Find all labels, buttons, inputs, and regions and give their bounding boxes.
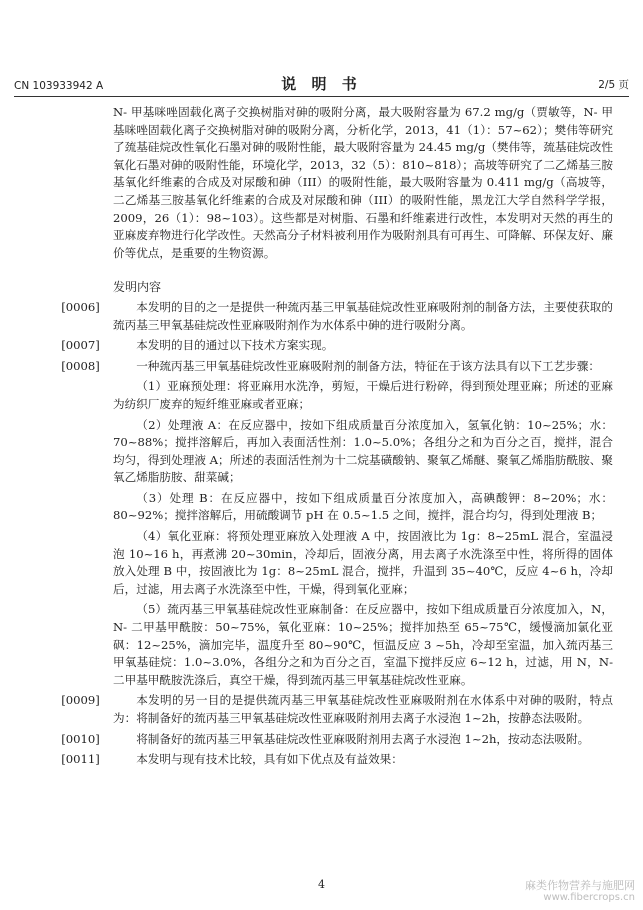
paragraph-number: [0006] xyxy=(61,299,100,314)
paragraph-text: 本发明的目的通过以下技术方案实现。 xyxy=(136,338,334,353)
paragraph-0009 xyxy=(61,692,613,727)
section-title: 发明内容 xyxy=(113,280,162,295)
paragraph-0010 xyxy=(61,731,613,749)
document-body xyxy=(61,104,613,769)
paragraph-0011 xyxy=(61,751,613,769)
paragraph-text: 一种巯丙基三甲氧基硅烷改性亚麻吸附剂的制备方法，特征在于该方法具有以下工艺步骤： xyxy=(136,358,600,373)
step-4: （4）氧化亚麻：将预处理亚麻放入处理液 A 中，按固液比为 1g：8~25mL 混合，室温浸泡 10~16 h，再煮沸 20~30min，冷却后，固液分离，用去离子水洗涤至中性，将所得的固体放入处理 B 中，按固液比为 1g：8~25mL 混合，搅拌，升温到 35~40℃，反应 4~6 h，冷却后，过滤，用去离子水洗涤至中性，干燥，得到氧化亚麻； xyxy=(113,529,613,596)
watermark-site-name: 麻类作物营养与施肥网 xyxy=(525,879,635,892)
document-title: 说 明 书 xyxy=(281,75,362,93)
patent-number: CN 103933942 A xyxy=(14,80,104,92)
paragraph-number: [0011] xyxy=(61,752,100,767)
paragraph-text: 本发明的目的之一是提供一种巯丙基三甲氧基硅烷改性亚麻吸附剂的制备方法，主要使获取的巯丙基三甲氧基硅烷改性亚麻吸附剂作为水体系中砷的进行吸附分离。 xyxy=(113,299,613,332)
step-1: （1）亚麻预处理：将亚麻用水洗净，剪短，干燥后进行粉碎，得到预处理亚麻；所述的亚麻为纺织厂废弃的短纤维亚麻或者亚麻； xyxy=(113,379,613,411)
paragraph-number: [0008] xyxy=(61,358,100,373)
site-watermark xyxy=(525,880,635,904)
watermark-url: www.fibercrops.cn xyxy=(543,892,635,903)
paragraph-number: [0010] xyxy=(61,731,100,746)
step-2: （2）处理液 A：在反应器中，按如下组成质量百分浓度加入，氢氧化钠：10~25%；水：70~88%；搅拌溶解后，再加入表面活性剂：1.0~5.0%；各组分之和为百分之百，搅拌，混合均匀，得到处理液 A；所述的表面活性剂为十二烷基磺酸钠、聚氧乙烯醚、聚氧乙烯脂肪酰胺、聚氧乙烯脂肪胺、甜菜碱； xyxy=(113,417,613,485)
paragraph-number: [0007] xyxy=(61,338,100,353)
step-5: （5）巯丙基三甲氧基硅烷改性亚麻制备：在反应器中，按如下组成质量百分浓度加入，N，N- 二甲基甲酰胺：50~75%，氧化亚麻：10~25%；搅拌加热至 65~75℃，缓慢滴加氯化亚砜：12~25%，滴加完毕，温度升至 80~90℃，恒温反应 3 ~5h，冷却至室温，加入巯丙基三甲氧基硅烷：1.0~3.0%，各组分之和为百分之百，室温下搅拌反应 6~12 h，过滤，用 N，N- 二甲基甲酰胺洗涤后，真空干燥，得到巯丙基三甲氧基硅烷改性亚麻。 xyxy=(113,602,613,687)
paragraph-text: 本发明的另一目的是提供巯丙基三甲氧基硅烷改性亚麻吸附剂在水体系中对砷的吸附，特点为：将制备好的巯丙基三甲氧基硅烷改性亚麻吸附剂用去离子水浸泡 1~2h，按静态法吸附。 xyxy=(113,693,613,725)
step-3: （3）处理 B：在反应器中，按如下组成质量百分浓度加入，高碘酸钾：8~20%；水：80~92%；搅拌溶解后，用硫酸调节 pH 在 0.5~1.5 之间，搅拌，混合均匀，得到处理液 B； xyxy=(113,490,613,523)
intro-paragraph: N- 甲基咪唑固载化离子交换树脂对砷的吸附分离，最大吸附容量为 67.2 mg/g（贾敏等，N- 甲基咪唑固载化离子交换树脂对砷的吸附分离，分析化学，2013，41（1）：57~62）；樊伟等研究了巯基硅烷改性氧化石墨对砷的吸附性能，最大吸附容量为 24.45 mg/g（樊伟等，巯基硅烷改性氧化石墨对砷的吸附性能，环境化学，2013，32（5）：810~818）；高坡等研究了二乙烯基三胺基氧化纤维素的合成及对尿酸和砷（III）的吸附性能，最大吸附容量为 0.411 mg/g（高坡等，二乙烯基三胺基氧化纤维素的合成及对尿酸和砷（III）的吸附性能，黑龙江大学自然科学学报，2009，26（1）：98~103）。这些都是对树脂、石墨和纤维素进行改性，本发明对天然的再生的亚麻废弃物进行化学改性。天然高分子材料被利用作为吸附剂具有可再生、可降解、环保友好、廉价等优点，是重要的生物资源。 xyxy=(113,105,613,260)
paragraph-text: 将制备好的巯丙基三甲氧基硅烷改性亚麻吸附剂用去离子水浸泡 1~2h，按动态法吸附。 xyxy=(136,731,590,746)
paragraph-number: [0009] xyxy=(61,693,100,708)
document-header xyxy=(14,74,629,97)
paragraph-0008 xyxy=(61,358,613,376)
paragraph-0006 xyxy=(61,299,613,334)
page-index: 2/5 页 xyxy=(598,79,629,91)
page-number: 4 xyxy=(318,878,325,891)
paragraph-text: 本发明与现有技术比较，具有如下优点及有益效果： xyxy=(136,752,403,767)
paragraph-0007 xyxy=(61,337,613,355)
